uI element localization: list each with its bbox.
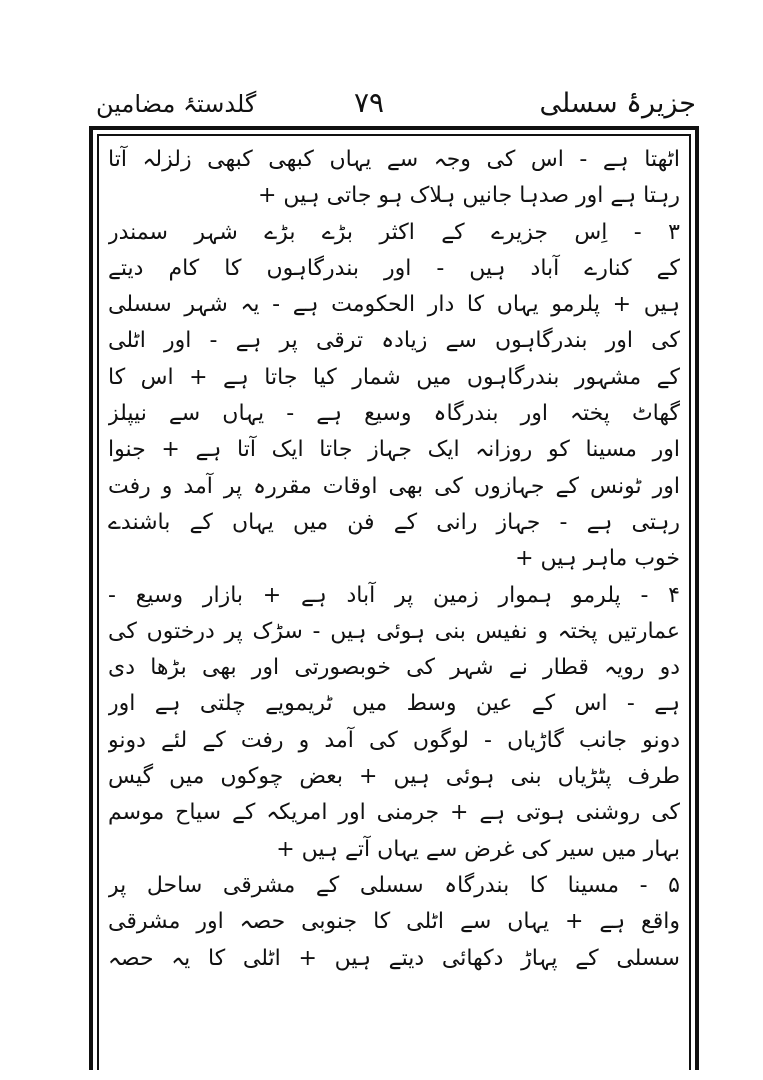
text-line: سسلی کے پہاڑ دکھائی دیتے ہیں + اٹلی کا یہ حصہ (108, 945, 680, 971)
text-line: اٹھتا ہے - اس کی وجہ سے یہاں کبھی کبھی زلزلہ آتا (108, 147, 680, 172)
text-line: دونو جانب گاڑیاں - لوگوں کی آمد و رفت کے لئے دونو (108, 727, 680, 753)
text-line: رہتی ہے - جہاز رانی کے فن میں یہاں کے باشندے (108, 509, 680, 535)
text-line: کے مشہور بندرگاہوں میں شمار کیا جاتا ہے + اس کا (108, 364, 680, 390)
text-line: ۴ - پلرمو ہموار زمین پر آباد ہے + بازار وسیع - (108, 582, 680, 608)
chapter-title: جزیرۂ سسلی (539, 88, 696, 119)
text-line: ۳ - اِس جزیرے کے اکثر بڑے بڑے شہر سمندر (108, 219, 680, 245)
running-head (96, 84, 696, 124)
text-line: گھاٹ پختہ اور بندرگاہ وسیع ہے - یہاں سے نیپلز (108, 401, 680, 427)
text-line: کی اور بندرگاہوں سے زیادہ ترقی پر ہے - اور اٹلی (108, 328, 680, 354)
text-line: اور ٹونس کے جہازوں کی بھی اوقات مقررہ پر آمد و رفت (108, 473, 680, 499)
text-line: اور مسینا کو روزانہ ایک جہاز جاتا ایک آتا ہے + جنوا (108, 437, 680, 463)
text-line: عمارتیں پختہ و نفیس بنی ہوئی ہیں - سڑک پر درختوں کی (108, 618, 680, 644)
text-line: خوب ماہر ہیں + (515, 546, 680, 572)
text-line: رہتا ہے اور صدہا جانیں ہلاک ہو جاتی ہیں + (257, 183, 680, 209)
page-number: ۷۹ (354, 86, 385, 119)
text-line: ہے - اس کے عین وسط میں ٹریمویے چلتی ہے اور (108, 691, 680, 717)
text-line: دو رویہ قطار نے شہر کی خوبصورتی اور بھی بڑھا دی (108, 655, 680, 681)
body-text (108, 142, 680, 977)
text-line: کی روشنی ہوتی ہے + جرمنی اور امریکہ کے سیاح موسم (108, 800, 680, 826)
text-line: ۵ - مسینا کا بندرگاہ سسلی کے مشرقی ساحل پر (108, 872, 680, 898)
text-line: واقع ہے + یہاں سے اٹلی کا جنوبی حصہ اور مشرقی (108, 909, 680, 935)
text-line: کے کنارے آباد ہیں - اور بندرگاہوں کا کام دیتے (108, 255, 680, 281)
text-line: بہار میں سیر کی غرض سے یہاں آتے ہیں + (276, 836, 680, 862)
text-line: ہیں + پلرمو یہاں کا دار الحکومت ہے - یہ شہر سسلی (108, 292, 680, 318)
book-title: گلدستۂ مضامین (96, 90, 257, 118)
text-line: طرف پٹڑیاں بنی ہوئی ہیں + بعض چوکوں میں گیس (108, 764, 680, 790)
